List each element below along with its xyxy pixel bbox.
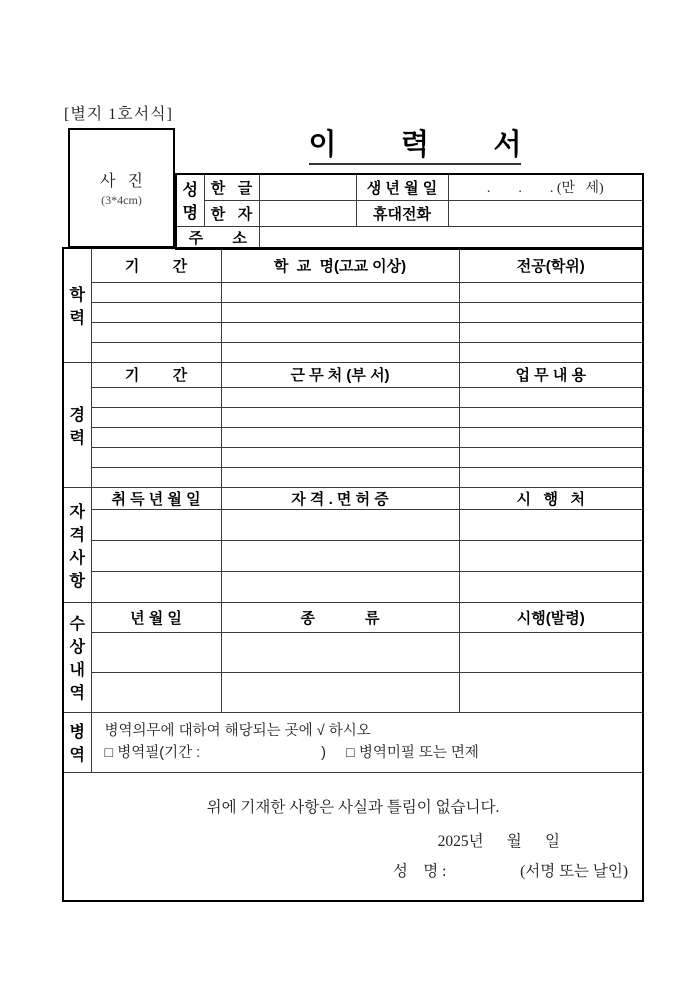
- education-period-cell[interactable]: [91, 282, 221, 302]
- awards-date-cell[interactable]: [91, 632, 221, 672]
- awards-date-cell[interactable]: [91, 672, 221, 712]
- name-label-top: 성: [182, 182, 198, 200]
- education-row: [63, 282, 643, 302]
- education-school-cell[interactable]: [221, 302, 459, 322]
- qualification-row: [63, 571, 643, 602]
- name-section-label: [176, 174, 204, 226]
- education-section-label: 학 력: [63, 248, 91, 362]
- career-section-label: 경 력: [63, 362, 91, 487]
- awards-type-header: 종 류: [221, 602, 459, 632]
- hanja-name-label: 한 자: [204, 200, 259, 226]
- awards-issuer-cell[interactable]: [459, 672, 643, 712]
- education-row: [63, 342, 643, 362]
- qualification-date-header: 취 득 년 월 일: [91, 487, 221, 509]
- qualification-issuer-cell[interactable]: [459, 571, 643, 602]
- address-field[interactable]: [259, 226, 643, 249]
- education-row: [63, 302, 643, 322]
- hanja-name-field[interactable]: [259, 200, 356, 226]
- education-period-cell[interactable]: [91, 302, 221, 322]
- table-row: [176, 174, 643, 200]
- career-period-cell[interactable]: [91, 447, 221, 467]
- page-title-wrap: [240, 130, 590, 165]
- career-period-cell[interactable]: [91, 407, 221, 427]
- qualification-row: [63, 540, 643, 571]
- birthdate-field[interactable]: . . . (만 세): [448, 174, 643, 200]
- education-major-cell[interactable]: [459, 302, 643, 322]
- declaration-statement: 위에 기재한 사항은 사실과 틀림이 없습니다.: [206, 798, 500, 816]
- awards-issuer-header: 시행(발령): [459, 602, 643, 632]
- personal-info-table: [175, 173, 644, 250]
- qualification-license-header: 자 격 . 면 허 증: [221, 487, 459, 509]
- career-row: [63, 387, 643, 407]
- qualification-license-cell[interactable]: [221, 509, 459, 540]
- declaration-row: [63, 772, 643, 901]
- phone-field[interactable]: [448, 200, 643, 226]
- career-row: [63, 427, 643, 447]
- form-code-label: [별지 1호서식]: [64, 106, 173, 123]
- military-section-label: 병 역: [63, 712, 91, 772]
- hangul-name-field[interactable]: [259, 174, 356, 200]
- qualification-issuer-cell[interactable]: [459, 540, 643, 571]
- table-row: [176, 200, 643, 226]
- qualification-date-cell[interactable]: [91, 571, 221, 602]
- career-company-cell[interactable]: [221, 387, 459, 407]
- education-major-cell[interactable]: [459, 282, 643, 302]
- military-checkbox-options[interactable]: □ 병역필(기간 : ) □ 병역미필 또는 면제: [104, 745, 479, 761]
- career-duty-header: 업 무 내 용: [459, 362, 643, 387]
- birthdate-label: 생 년 월 일: [356, 174, 448, 200]
- awards-row: [63, 672, 643, 712]
- photo-label: 사 진: [100, 173, 143, 190]
- name-label-bottom: 명: [182, 205, 198, 223]
- qualification-license-cell[interactable]: [221, 571, 459, 602]
- career-duty-cell[interactable]: [459, 427, 643, 447]
- hangul-name-label: 한 글: [204, 174, 259, 200]
- qualification-section-label: 자 격 사 항: [63, 487, 91, 602]
- career-duty-cell[interactable]: [459, 447, 643, 467]
- career-period-cell[interactable]: [91, 387, 221, 407]
- education-major-header: 전공(학위): [459, 248, 643, 282]
- education-header-row: [63, 248, 643, 282]
- career-duty-cell[interactable]: [459, 467, 643, 487]
- resume-main-table: [62, 247, 644, 902]
- career-duty-cell[interactable]: [459, 387, 643, 407]
- awards-section-label: 수 상 내 역: [63, 602, 91, 712]
- photo-placeholder-box: [68, 128, 175, 248]
- signature-line[interactable]: 성 명 : (서명 또는 날인): [392, 862, 628, 880]
- education-school-cell[interactable]: [221, 322, 459, 342]
- page-title: 이 력 서: [309, 130, 522, 165]
- career-company-header: 근 무 처 (부 서): [221, 362, 459, 387]
- education-school-cell[interactable]: [221, 282, 459, 302]
- declaration-cell: [63, 772, 643, 901]
- education-row: [63, 322, 643, 342]
- education-major-cell[interactable]: [459, 342, 643, 362]
- phone-label: 휴대전화: [356, 200, 448, 226]
- career-row: [63, 447, 643, 467]
- table-row: [176, 226, 643, 249]
- qualification-issuer-header: 시 행 처: [459, 487, 643, 509]
- awards-date-header: 년 월 일: [91, 602, 221, 632]
- military-instruction: 병역의무에 대하여 해당되는 곳에 √ 하시오: [104, 722, 371, 739]
- career-company-cell[interactable]: [221, 407, 459, 427]
- career-company-cell[interactable]: [221, 447, 459, 467]
- awards-issuer-cell[interactable]: [459, 632, 643, 672]
- education-period-cell[interactable]: [91, 342, 221, 362]
- career-period-cell[interactable]: [91, 427, 221, 447]
- awards-type-cell[interactable]: [221, 672, 459, 712]
- awards-row: [63, 632, 643, 672]
- qualification-row: [63, 509, 643, 540]
- military-row: [63, 712, 643, 772]
- career-row: [63, 467, 643, 487]
- education-major-cell[interactable]: [459, 322, 643, 342]
- photo-size-label: (3*4cm): [101, 193, 142, 207]
- declaration-date: 2025년 월 일: [437, 832, 560, 850]
- awards-type-cell[interactable]: [221, 632, 459, 672]
- awards-header-row: [63, 602, 643, 632]
- career-company-cell[interactable]: [221, 467, 459, 487]
- career-header-row: [63, 362, 643, 387]
- education-period-header: 기 간: [91, 248, 221, 282]
- career-period-cell[interactable]: [91, 467, 221, 487]
- career-row: [63, 407, 643, 427]
- career-period-header: 기 간: [91, 362, 221, 387]
- education-period-cell[interactable]: [91, 322, 221, 342]
- qualification-issuer-cell[interactable]: [459, 509, 643, 540]
- career-company-cell[interactable]: [221, 427, 459, 447]
- qualification-date-cell[interactable]: [91, 509, 221, 540]
- education-school-header: 학 교 명(고교 이상): [221, 248, 459, 282]
- address-label: 주 소: [176, 226, 259, 249]
- qualification-date-cell[interactable]: [91, 540, 221, 571]
- military-service-field[interactable]: [91, 712, 643, 772]
- education-school-cell[interactable]: [221, 342, 459, 362]
- qualification-header-row: [63, 487, 643, 509]
- qualification-license-cell[interactable]: [221, 540, 459, 571]
- career-duty-cell[interactable]: [459, 407, 643, 427]
